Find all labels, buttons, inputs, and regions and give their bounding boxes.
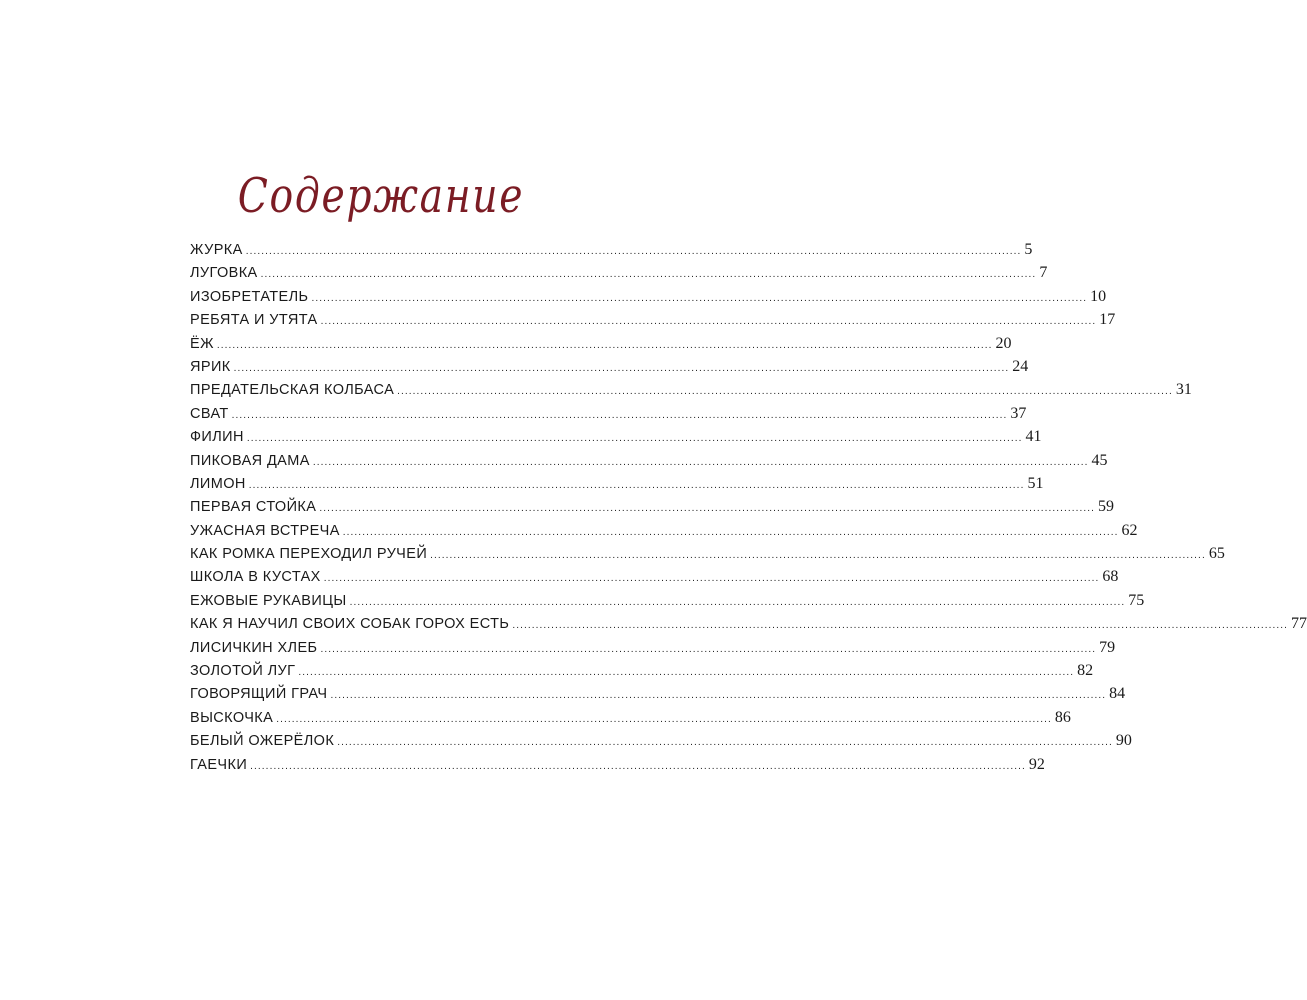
toc-page-number: 51 — [1027, 474, 1044, 492]
toc-entry-title: ЗОЛОТОЙ ЛУГ — [190, 663, 296, 680]
toc-entry[interactable] — [190, 659, 1094, 682]
toc-leader-dots: ........................................................................................................................................................................................................ — [349, 596, 1126, 608]
toc-entry[interactable] — [190, 472, 1044, 495]
toc-page-number: 68 — [1102, 568, 1119, 586]
toc-entry[interactable] — [190, 261, 1048, 284]
toc-leader-dots: ........................................................................................................................................................................................................ — [231, 409, 1008, 421]
toc-leader-dots: ........................................................................................................................................................................................................ — [323, 573, 1100, 585]
toc-page-number: 62 — [1121, 521, 1138, 539]
toc-leader-dots: ........................................................................................................................................................................................................ — [260, 269, 1037, 281]
toc-leader-dots: ........................................................................................................................................................................................................ — [276, 713, 1052, 725]
toc-page-number: 84 — [1109, 685, 1126, 703]
toc-entry[interactable] — [190, 449, 1108, 472]
toc-leader-dots: ........................................................................................................................................................................................................ — [233, 362, 1010, 374]
toc-page-number: 45 — [1091, 451, 1108, 469]
toc-entry-title: ЛИСИЧКИН ХЛЕБ — [190, 639, 318, 656]
toc-entry-title: КАК Я НАУЧИЛ СВОИХ СОБАК ГОРОХ ЕСТЬ — [190, 616, 510, 633]
toc-entry-title: ЛИМОН — [190, 475, 246, 492]
toc-entry[interactable] — [190, 729, 1132, 752]
toc-entry[interactable] — [190, 308, 1116, 331]
toc-page-number: 7 — [1039, 264, 1048, 282]
toc-entry-title: ШКОЛА В КУСТАХ — [190, 569, 321, 586]
toc-page-number: 90 — [1115, 732, 1132, 750]
toc-leader-dots: ........................................................................................................................................................................................................ — [512, 620, 1288, 632]
toc-leader-dots: ........................................................................................................................................................................................................ — [311, 292, 1088, 304]
toc-entry-title: УЖАСНАЯ ВСТРЕЧА — [190, 522, 340, 539]
toc-leader-dots: ........................................................................................................................................................................................................ — [245, 246, 1022, 257]
toc-entry-title: КАК РОМКА ПЕРЕХОДИЛ РУЧЕЙ — [190, 546, 428, 563]
toc-entry-title: ЖУРКА — [190, 242, 243, 258]
toc-entry[interactable] — [190, 612, 1307, 635]
toc-page-number: 37 — [1010, 404, 1027, 422]
toc-entry-title: БЕЛЫЙ ОЖЕРЁЛОК — [190, 733, 335, 750]
toc-entry[interactable] — [190, 753, 1045, 776]
toc-page-number: 5 — [1024, 241, 1033, 258]
toc-entry[interactable] — [190, 332, 1012, 355]
toc-entry-title: ГОВОРЯЩИЙ ГРАЧ — [190, 686, 328, 703]
toc-entry-title: ПРЕДАТЕЛЬСКАЯ КОЛБАСА — [190, 382, 395, 399]
toc-leader-dots: ........................................................................................................................................................................................................ — [250, 760, 1026, 772]
toc-entry[interactable] — [190, 636, 1116, 659]
toc-page-number: 31 — [1175, 381, 1192, 399]
toc-entry[interactable] — [190, 285, 1107, 308]
toc-leader-dots: ........................................................................................................................................................................................................ — [320, 643, 1097, 655]
toc-page-number: 59 — [1098, 498, 1115, 516]
toc-entry[interactable] — [190, 425, 1042, 448]
toc-leader-dots: ........................................................................................................................................................................................................ — [312, 456, 1089, 468]
toc-leader-dots: ........................................................................................................................................................................................................ — [397, 386, 1173, 398]
toc-entry-title: РЕБЯТА И УТЯТА — [190, 312, 318, 329]
toc-entry[interactable] — [190, 402, 1027, 425]
toc-page-number: 92 — [1028, 755, 1045, 773]
toc-leader-dots: ........................................................................................................................................................................................................ — [342, 526, 1119, 538]
toc-entry-title: ЁЖ — [190, 335, 214, 352]
toc-page-number: 10 — [1090, 287, 1107, 305]
toc-entry-title: ВЫСКОЧКА — [190, 709, 274, 726]
toc-leader-dots: ........................................................................................................................................................................................................ — [216, 339, 993, 351]
toc-entry-title: ЛУГОВКА — [190, 265, 258, 282]
toc-entry[interactable] — [190, 238, 1033, 261]
toc-entry-title: ФИЛИН — [190, 429, 244, 446]
toc-page-number: 20 — [995, 334, 1012, 352]
table-of-contents — [190, 238, 1307, 776]
toc-page-number: 75 — [1128, 591, 1145, 609]
toc-page-number: 41 — [1025, 428, 1042, 446]
toc-entry-title: ГАЕЧКИ — [190, 756, 248, 773]
toc-entry-title: ЕЖОВЫЕ РУКАВИЦЫ — [190, 592, 347, 609]
toc-entry[interactable] — [190, 542, 1225, 565]
toc-leader-dots: ........................................................................................................................................................................................................ — [320, 316, 1097, 328]
toc-leader-dots: ........................................................................................................................................................................................................ — [246, 433, 1023, 445]
toc-entry[interactable] — [190, 682, 1126, 705]
toc-page-number: 79 — [1099, 638, 1116, 656]
toc-leader-dots: ........................................................................................................................................................................................................ — [337, 737, 1113, 749]
toc-entry-title: ПЕРВАЯ СТОЙКА — [190, 499, 317, 516]
toc-leader-dots: ........................................................................................................................................................................................................ — [319, 503, 1096, 515]
toc-page-number: 17 — [1099, 311, 1116, 329]
toc-page-number: 65 — [1208, 545, 1225, 563]
toc-entry-title: ПИКОВАЯ ДАМА — [190, 452, 310, 469]
toc-entry[interactable] — [190, 565, 1119, 588]
toc-entry[interactable] — [190, 378, 1192, 401]
toc-leader-dots: ........................................................................................................................................................................................................ — [330, 690, 1107, 702]
toc-entry[interactable] — [190, 589, 1145, 612]
toc-entry[interactable] — [190, 519, 1138, 542]
toc-page-number: 77 — [1290, 615, 1307, 633]
toc-entry[interactable] — [190, 355, 1029, 378]
toc-entry[interactable] — [190, 495, 1115, 518]
toc-entry-title: ИЗОБРЕТАТЕЛЬ — [190, 288, 309, 305]
toc-entry-title: ЯРИК — [190, 358, 231, 375]
toc-entry[interactable] — [190, 706, 1071, 729]
toc-entry-title: СВАТ — [190, 405, 229, 422]
toc-page-number: 24 — [1012, 357, 1029, 375]
toc-page-number: 86 — [1054, 708, 1071, 726]
toc-leader-dots: ........................................................................................................................................................................................................ — [248, 479, 1025, 491]
toc-leader-dots: ........................................................................................................................................................................................................ — [298, 667, 1075, 679]
page-title: Содержание — [237, 168, 525, 224]
toc-leader-dots: ........................................................................................................................................................................................................ — [430, 550, 1206, 562]
toc-page-number: 82 — [1077, 662, 1094, 680]
